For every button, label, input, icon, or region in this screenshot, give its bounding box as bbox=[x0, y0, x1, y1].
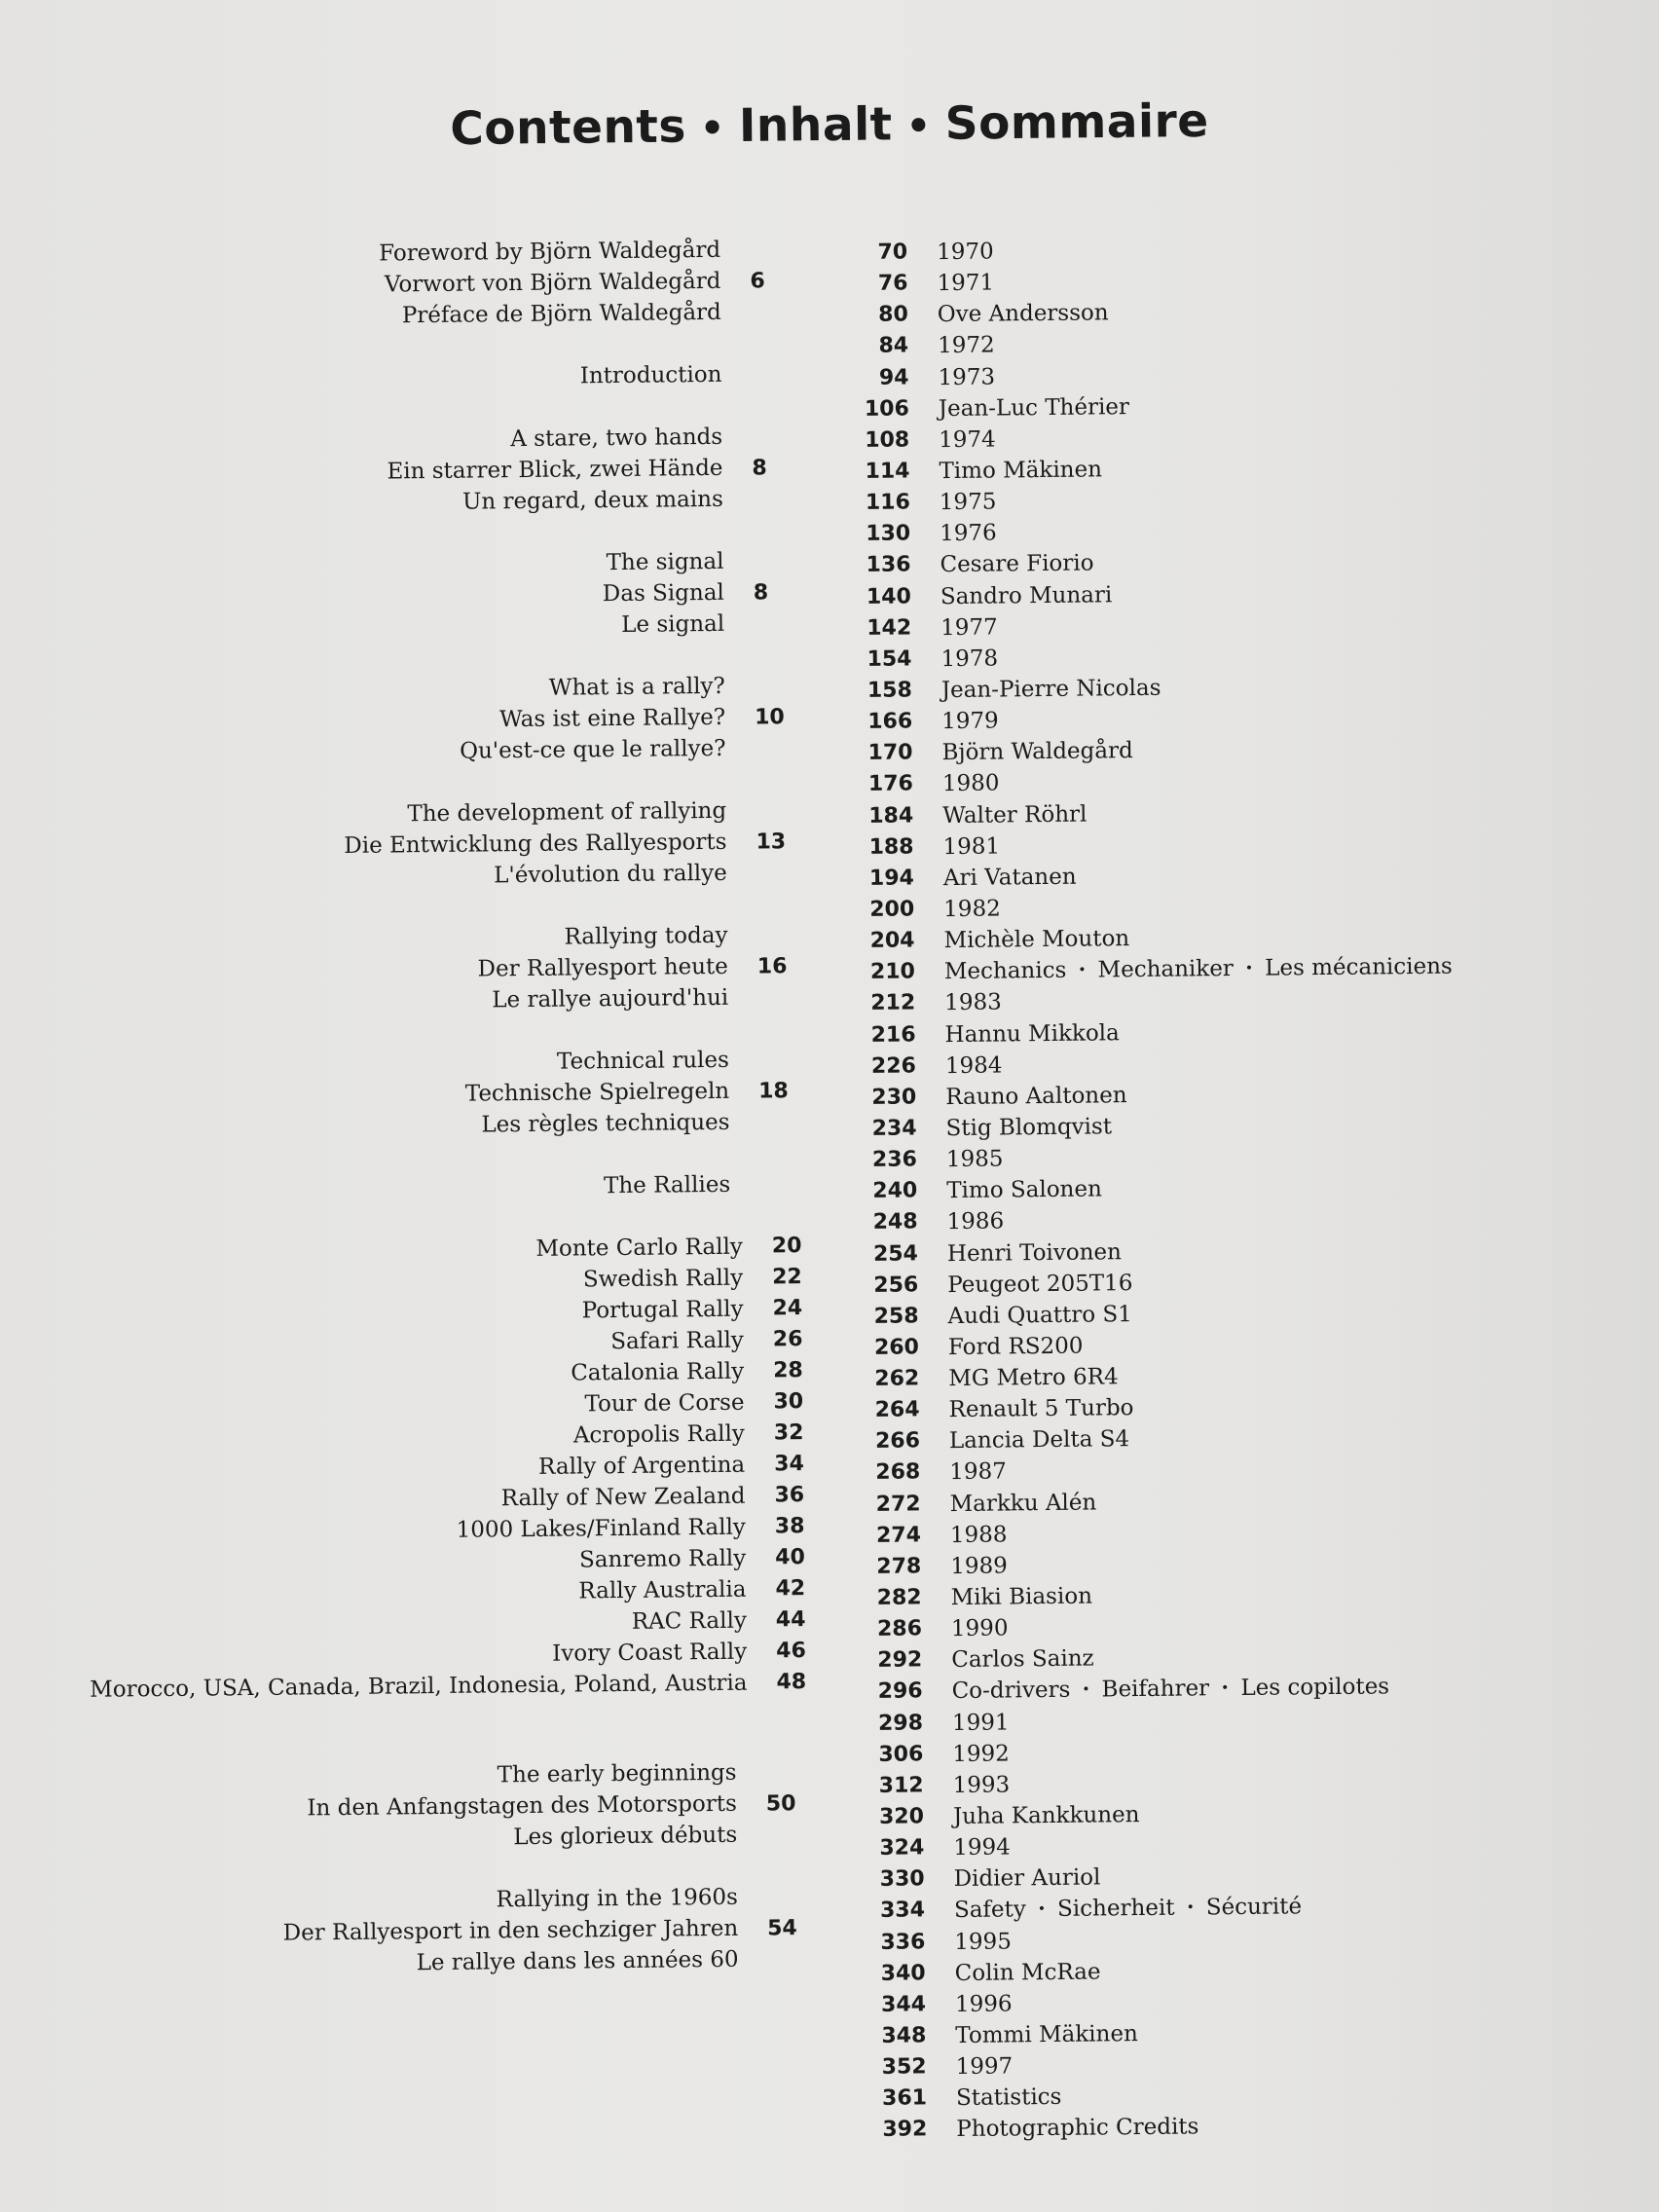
title-separator: • bbox=[699, 106, 726, 152]
toc-page-number: 210 bbox=[869, 959, 916, 985]
index-entry-title: Lancia Delta S4 bbox=[948, 1426, 1130, 1455]
toc-page-number: 6 bbox=[750, 268, 765, 294]
toc-page-number: 306 bbox=[878, 1742, 924, 1767]
bullet-separator: • bbox=[1082, 1682, 1090, 1699]
toc-entry-title: Was ist eine Rallye? bbox=[498, 704, 726, 733]
title-contents: Contents bbox=[450, 100, 687, 157]
index-entry-title: 1987 bbox=[949, 1458, 1007, 1486]
toc-page-number: 94 bbox=[878, 365, 909, 390]
index-entry-title: Statistics bbox=[955, 2084, 1062, 2112]
toc-page-number: 114 bbox=[865, 459, 910, 484]
contents-right-column bbox=[857, 231, 1558, 2147]
toc-entry-title: Vorwort von Björn Waldegård bbox=[384, 268, 721, 298]
index-entry-title: 1992 bbox=[952, 1741, 1010, 1767]
rally-title: Monte Carlo Rally bbox=[535, 1234, 743, 1262]
index-entry-title: Ford RS200 bbox=[947, 1333, 1084, 1360]
rally-title: Catalonia Rally bbox=[571, 1358, 745, 1386]
bullet-separator: • bbox=[1221, 1680, 1230, 1697]
index-entry-title: Miki Biasion bbox=[950, 1583, 1093, 1611]
toc-page-number: 40 bbox=[775, 1545, 805, 1570]
toc-entry-title: Rallying today bbox=[564, 922, 728, 950]
toc-page-number: 268 bbox=[875, 1459, 921, 1486]
toc-page-number: 200 bbox=[869, 897, 915, 922]
toc-entry bbox=[63, 670, 824, 771]
toc-page-number: 130 bbox=[866, 521, 911, 547]
toc-page-number: 140 bbox=[866, 583, 911, 609]
index-entry-title: Henri Toivonen bbox=[946, 1238, 1123, 1267]
toc-page-number: 142 bbox=[866, 615, 912, 641]
toc-page-number: 298 bbox=[877, 1710, 924, 1736]
index-entry-title: 1982 bbox=[943, 896, 1001, 923]
toc-page-number: 76 bbox=[877, 271, 908, 296]
toc-page-number: 8 bbox=[752, 455, 767, 481]
index-entry-part: Co-drivers bbox=[951, 1677, 1071, 1705]
toc-entry-title: Die Entwicklung des Rallyesports bbox=[344, 829, 727, 859]
toc-page-number: 216 bbox=[870, 1021, 916, 1048]
toc-entry-title: The signal bbox=[606, 548, 724, 576]
bullet-separator: • bbox=[1078, 962, 1087, 978]
rally-list bbox=[69, 1231, 833, 1706]
toc-page-number: 348 bbox=[881, 2023, 927, 2048]
toc-page-number: 286 bbox=[876, 1616, 923, 1642]
toc-entry-title: Le signal bbox=[621, 610, 725, 638]
toc-entry-title: Das Signal bbox=[602, 579, 724, 608]
toc-page-number: 166 bbox=[867, 709, 913, 735]
toc-page-number: 234 bbox=[871, 1116, 917, 1141]
index-entry-part: Les copilotes bbox=[1240, 1674, 1390, 1702]
toc-page-number: 260 bbox=[873, 1335, 920, 1360]
toc-page-number: 274 bbox=[875, 1523, 922, 1548]
title-separator: • bbox=[905, 104, 932, 150]
toc-page-number: 54 bbox=[767, 1915, 797, 1940]
index-entry-title: Rauno Aaltonen bbox=[945, 1082, 1127, 1110]
index-entry-title: 1993 bbox=[952, 1772, 1011, 1798]
toc-page-number: 282 bbox=[876, 1585, 922, 1610]
toc-page-number: 226 bbox=[870, 1053, 917, 1079]
index-entry-title: 1980 bbox=[941, 770, 1000, 797]
toc-page-number: 264 bbox=[874, 1397, 920, 1423]
toc-entry-titles bbox=[60, 422, 723, 522]
index-entry-title: 1977 bbox=[940, 614, 998, 641]
toc-page-number: 158 bbox=[866, 678, 913, 703]
index-entry-title: Markku Alén bbox=[949, 1490, 1097, 1517]
index-entry-title: Jean-Luc Thérier bbox=[938, 393, 1130, 422]
toc-entry-title: Technical rules bbox=[556, 1047, 729, 1075]
index-entry-title: Audi Quattro S1 bbox=[947, 1301, 1132, 1329]
index-entry-title: Björn Waldegård bbox=[941, 738, 1133, 766]
index-entry-title: Colin McRae bbox=[954, 1959, 1101, 1986]
toc-page-number: 34 bbox=[774, 1452, 804, 1477]
index-entry-title: 1995 bbox=[954, 1929, 1013, 1955]
index-entry-title: Hannu Mikkola bbox=[944, 1019, 1120, 1048]
toc-entry-title: A stare, two hands bbox=[510, 424, 723, 453]
toc-page-number: 108 bbox=[865, 427, 910, 453]
toc-page-number: 84 bbox=[878, 333, 909, 359]
index-entry-title: 1974 bbox=[939, 426, 996, 453]
toc-page-number: 272 bbox=[875, 1492, 921, 1517]
index-entry-title: 1971 bbox=[937, 270, 995, 297]
toc-entry-title: Les règles techniques bbox=[481, 1109, 730, 1138]
toc-page-number: 188 bbox=[868, 834, 914, 860]
toc-page-number: 170 bbox=[867, 740, 913, 766]
index-entry-title: 1988 bbox=[949, 1522, 1008, 1548]
toc-entry-title: What is a rally? bbox=[548, 673, 725, 701]
toc-page-number: 204 bbox=[869, 928, 915, 953]
toc-entry-titles bbox=[76, 1882, 739, 1982]
rally-title: Swedish Rally bbox=[582, 1265, 744, 1293]
toc-page-number: 212 bbox=[870, 990, 916, 1016]
toc-page-number: 18 bbox=[758, 1078, 789, 1104]
index-entry-part: Safety bbox=[953, 1897, 1026, 1924]
toc-entry bbox=[67, 1044, 828, 1145]
toc-entry-title: Foreword by Björn Waldegård bbox=[379, 237, 721, 267]
toc-entry-titles bbox=[63, 671, 726, 771]
index-entry-title: 1984 bbox=[944, 1052, 1003, 1079]
index-entry-title: Sandro Munari bbox=[940, 581, 1113, 609]
toc-entry bbox=[60, 421, 821, 522]
rally-title: Rally of New Zealand bbox=[500, 1483, 746, 1512]
toc-page-number: 176 bbox=[867, 771, 914, 797]
toc-entry-title: Qu'est-ce que le rallye? bbox=[460, 735, 726, 764]
toc-entry bbox=[64, 794, 825, 896]
toc-page-number: 236 bbox=[871, 1147, 918, 1172]
index-entry-title: 1976 bbox=[940, 520, 997, 547]
index-entry-title: 1972 bbox=[938, 332, 995, 359]
index-entry-title: Stig Blomqvist bbox=[945, 1114, 1113, 1142]
toc-page-number: 20 bbox=[771, 1234, 802, 1259]
index-entry-title: 1989 bbox=[950, 1553, 1008, 1579]
rally-title: Safari Rally bbox=[610, 1327, 744, 1355]
toc-page-number: 30 bbox=[773, 1389, 804, 1415]
toc-entry-titles bbox=[61, 546, 724, 646]
toc-page-number: 13 bbox=[756, 829, 787, 855]
index-entry-title: Ari Vatanen bbox=[942, 864, 1077, 891]
index-entry-part: Sicherheit bbox=[1056, 1896, 1175, 1923]
index-entry-title: Timo Mäkinen bbox=[939, 457, 1103, 485]
toc-page-number: 296 bbox=[877, 1678, 923, 1705]
index-entry-title: 1979 bbox=[941, 708, 999, 735]
toc-page-number: 46 bbox=[776, 1639, 806, 1664]
rally-title: Rally Australia bbox=[578, 1576, 747, 1604]
title-inhalt: Inhalt bbox=[738, 97, 893, 154]
bullet-separator: • bbox=[1186, 1899, 1195, 1917]
index-entry-title: Peugeot 205T16 bbox=[947, 1270, 1133, 1298]
toc-page-number: 50 bbox=[765, 1790, 796, 1816]
index-entry-title: Timo Salonen bbox=[946, 1176, 1102, 1204]
index-entry-part: Les mécaniciens bbox=[1264, 953, 1453, 981]
toc-entry bbox=[61, 545, 822, 646]
toc-page-number: 194 bbox=[868, 866, 915, 891]
toc-entry-title: Der Rallyesport heute bbox=[477, 953, 728, 982]
toc-entry bbox=[76, 1881, 836, 1982]
bullet-separator: • bbox=[1244, 961, 1254, 977]
index-entry-title: 1991 bbox=[951, 1710, 1010, 1736]
rally-title: Acropolis Rally bbox=[572, 1420, 745, 1449]
index-entry-title: MG Metro 6R4 bbox=[948, 1364, 1119, 1392]
toc-entry-title: L'évolution du rallye bbox=[494, 860, 727, 889]
toc-page-number: 32 bbox=[773, 1420, 804, 1446]
toc-entry-title: Der Rallyesport in den sechziger Jahren bbox=[282, 1915, 739, 1946]
toc-page-number: 154 bbox=[866, 646, 912, 672]
toc-page-number: 258 bbox=[873, 1304, 919, 1329]
rally-title: Portugal Rally bbox=[581, 1296, 744, 1324]
toc-page-number: 22 bbox=[772, 1265, 802, 1290]
index-entry-title: 1975 bbox=[939, 489, 997, 516]
toc-page-number: 36 bbox=[774, 1483, 805, 1508]
index-entry-title: 1996 bbox=[954, 1991, 1013, 2017]
rally-title: 1000 Lakes/Finland Rally bbox=[456, 1514, 747, 1543]
toc-page-number: 42 bbox=[775, 1576, 806, 1602]
index-entry-title: Photographic Credits bbox=[956, 2114, 1199, 2143]
index-entry-title: Didier Auriol bbox=[953, 1864, 1101, 1893]
toc-page-number: 16 bbox=[756, 953, 788, 979]
toc-page-number: 254 bbox=[872, 1240, 919, 1267]
rally-title: Morocco, USA, Canada, Brazil, Indonesia, Poland, Austria bbox=[90, 1670, 748, 1703]
toc-entry bbox=[58, 234, 819, 335]
index-entry-title: Jean-Pierre Nicolas bbox=[940, 675, 1161, 704]
section-heading: The Rallies bbox=[603, 1171, 731, 1199]
index-entry-title: 1978 bbox=[940, 645, 999, 672]
index-entry-title: Ove Andersson bbox=[937, 300, 1109, 328]
toc-page-number: 116 bbox=[865, 490, 910, 516]
toc-page-number: 334 bbox=[879, 1898, 926, 1924]
index-entry-title: 1981 bbox=[942, 833, 1001, 860]
index-entry-part: Sécurité bbox=[1205, 1894, 1303, 1921]
rally-title: Ivory Coast Rally bbox=[552, 1639, 748, 1667]
toc-page-number: 292 bbox=[877, 1647, 923, 1674]
toc-entry-title: The early beginnings bbox=[497, 1759, 737, 1788]
toc-entry-title: Le rallye aujourd'hui bbox=[492, 984, 729, 1014]
toc-page-number: 256 bbox=[873, 1272, 919, 1298]
title-sommaire: Sommaire bbox=[944, 94, 1209, 152]
toc-page-number: 70 bbox=[877, 240, 908, 265]
toc-page-number: 240 bbox=[872, 1178, 918, 1204]
toc-page-number: 184 bbox=[868, 802, 914, 829]
index-entry-title: 1997 bbox=[955, 2053, 1014, 2081]
index-entry-title: Tommi Mäkinen bbox=[955, 2021, 1138, 2049]
index-entry-part: Beifahrer bbox=[1101, 1676, 1210, 1703]
toc-page-number: 10 bbox=[755, 704, 785, 730]
toc-page-number: 392 bbox=[882, 2117, 928, 2143]
index-entry-title: 1994 bbox=[953, 1834, 1012, 1862]
toc-entry-title: Préface de Björn Waldegård bbox=[401, 299, 721, 329]
toc-page-number: 361 bbox=[881, 2085, 928, 2112]
toc-page-number: 26 bbox=[772, 1327, 803, 1352]
toc-entry-titles bbox=[67, 1045, 730, 1145]
toc-page-number: 48 bbox=[776, 1670, 807, 1695]
toc-entry-title: Les glorieux débuts bbox=[513, 1822, 738, 1851]
toc-entry-title: Le rallye dans les années 60 bbox=[416, 1946, 739, 1976]
toc-page-number: 8 bbox=[753, 579, 769, 606]
toc-entry-title: Technische Spielregeln bbox=[464, 1078, 730, 1107]
contents-left-column bbox=[58, 234, 836, 2013]
toc-page-number: 28 bbox=[773, 1358, 803, 1383]
toc-entry-title: The development of rallying bbox=[407, 797, 727, 828]
toc-entry-titles bbox=[58, 235, 721, 335]
toc-page-number: 340 bbox=[880, 1961, 926, 1986]
toc-page-number: 230 bbox=[871, 1085, 917, 1110]
toc-page-number: 324 bbox=[879, 1835, 925, 1862]
rally-entry bbox=[73, 1667, 832, 1706]
toc-page-number: 266 bbox=[874, 1428, 921, 1455]
rally-title: Rally of Argentina bbox=[537, 1452, 746, 1480]
toc-page-number: 106 bbox=[864, 396, 909, 422]
toc-page-number: 248 bbox=[872, 1209, 918, 1235]
index-entry-title: 1983 bbox=[944, 989, 1002, 1016]
toc-page-number: 344 bbox=[880, 1992, 927, 2017]
index-entry-title: 1986 bbox=[946, 1208, 1005, 1235]
index-entry-title: Walter Röhrl bbox=[942, 801, 1088, 829]
rally-title: Sanremo Rally bbox=[578, 1545, 747, 1573]
toc-page-number: 38 bbox=[774, 1514, 805, 1539]
toc-page-number: 44 bbox=[775, 1607, 806, 1633]
index-entry-title: 1970 bbox=[937, 239, 994, 266]
index-entry-part: Mechaniker bbox=[1097, 956, 1234, 983]
toc-entry-titles bbox=[65, 920, 728, 1020]
index-entry-title: Juha Kankkunen bbox=[952, 1802, 1140, 1830]
toc-entry bbox=[74, 1756, 834, 1858]
toc-page-number: 80 bbox=[878, 302, 908, 328]
toc-entry-title: In den Anfangstagen des Motorsports bbox=[307, 1790, 737, 1822]
toc-entry-titles bbox=[74, 1757, 737, 1858]
toc-page-number: 320 bbox=[878, 1804, 925, 1829]
index-entry-title: Cesare Fiorio bbox=[940, 550, 1094, 578]
toc-page-number: 312 bbox=[878, 1773, 924, 1798]
section-heading: Introduction bbox=[579, 361, 722, 389]
toc-page-number: 330 bbox=[879, 1866, 925, 1893]
index-entry bbox=[876, 2108, 1558, 2146]
toc-entry-titles bbox=[64, 795, 727, 896]
index-entry-title: 1985 bbox=[945, 1146, 1004, 1173]
toc-page-number: 24 bbox=[772, 1296, 803, 1321]
toc-page-number: 336 bbox=[880, 1929, 926, 1955]
rally-title: Tour de Corse bbox=[584, 1389, 745, 1418]
toc-entry-title: Un regard, deux mains bbox=[461, 486, 723, 515]
index-entry-title: 1990 bbox=[950, 1615, 1009, 1642]
toc-entry-title: Rallying in the 1960s bbox=[496, 1884, 738, 1913]
toc-page-number: 352 bbox=[881, 2054, 927, 2080]
rally-title: RAC Rally bbox=[631, 1607, 748, 1635]
index-entry-title: Michèle Mouton bbox=[943, 926, 1130, 954]
toc-page-number: 136 bbox=[866, 552, 911, 578]
index-entry-title: Carlos Sainz bbox=[951, 1645, 1094, 1674]
index-entry-title: Renault 5 Turbo bbox=[948, 1395, 1134, 1423]
toc-page-number: 278 bbox=[876, 1554, 922, 1579]
index-entry-title: 1973 bbox=[938, 364, 996, 390]
page-title bbox=[0, 91, 1659, 162]
toc-page-number: 262 bbox=[874, 1366, 920, 1391]
toc-entry-title: Ein starrer Blick, zwei Hände bbox=[387, 455, 723, 485]
bullet-separator: • bbox=[1037, 1901, 1047, 1918]
index-entry-part: Mechanics bbox=[943, 958, 1067, 985]
toc-entry bbox=[65, 919, 826, 1020]
